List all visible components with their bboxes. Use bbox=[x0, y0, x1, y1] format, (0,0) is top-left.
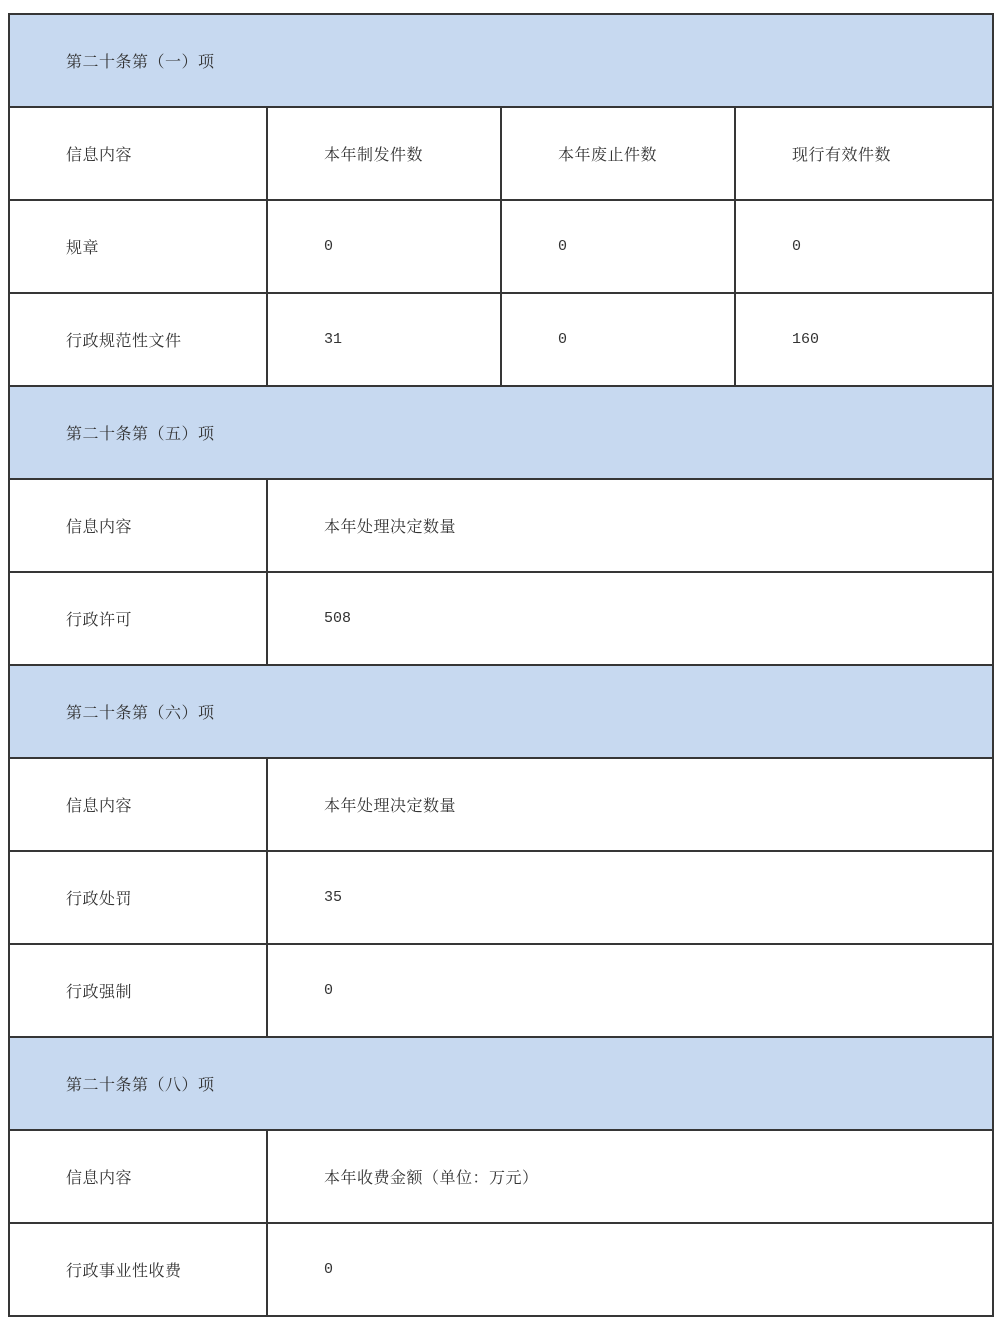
section-header-row bbox=[9, 386, 993, 479]
row-label: 行政事业性收费 bbox=[9, 1223, 267, 1316]
row-label: 行政处罚 bbox=[9, 851, 267, 944]
column-header-decisions-this-year: 本年处理决定数量 bbox=[267, 758, 993, 851]
table-row-regulations bbox=[9, 200, 993, 293]
table-row-administrative-penalty bbox=[9, 851, 993, 944]
cell-value: 0 bbox=[501, 293, 735, 386]
section-title: 第二十条第（八）项 bbox=[9, 1037, 993, 1130]
cell-value: 0 bbox=[267, 944, 993, 1037]
cell-value: 0 bbox=[735, 200, 993, 293]
column-header-decisions-this-year: 本年处理决定数量 bbox=[267, 479, 993, 572]
row-label: 规章 bbox=[9, 200, 267, 293]
disclosure-table bbox=[8, 13, 994, 1317]
table-row-administrative-licensing bbox=[9, 572, 993, 665]
cell-value: 0 bbox=[501, 200, 735, 293]
column-header-info-content: 信息内容 bbox=[9, 107, 267, 200]
section-title: 第二十条第（六）项 bbox=[9, 665, 993, 758]
table-row-administrative-coercion bbox=[9, 944, 993, 1037]
column-header-info-content: 信息内容 bbox=[9, 758, 267, 851]
column-header-row bbox=[9, 758, 993, 851]
row-label: 行政规范性文件 bbox=[9, 293, 267, 386]
section-header-row bbox=[9, 14, 993, 107]
column-header-info-content: 信息内容 bbox=[9, 1130, 267, 1223]
column-header-issued-this-year: 本年制发件数 bbox=[267, 107, 501, 200]
section-title: 第二十条第（一）项 bbox=[9, 14, 993, 107]
disclosure-table-container bbox=[8, 13, 994, 1317]
section-header-row bbox=[9, 665, 993, 758]
column-header-row bbox=[9, 1130, 993, 1223]
column-header-currently-effective: 现行有效件数 bbox=[735, 107, 993, 200]
table-row-normative-documents bbox=[9, 293, 993, 386]
row-label: 行政强制 bbox=[9, 944, 267, 1037]
row-label: 行政许可 bbox=[9, 572, 267, 665]
cell-value: 35 bbox=[267, 851, 993, 944]
section-title: 第二十条第（五）项 bbox=[9, 386, 993, 479]
cell-value: 508 bbox=[267, 572, 993, 665]
cell-value: 31 bbox=[267, 293, 501, 386]
column-header-fees-collected: 本年收费金额（单位：万元） bbox=[267, 1130, 993, 1223]
column-header-info-content: 信息内容 bbox=[9, 479, 267, 572]
section-header-row bbox=[9, 1037, 993, 1130]
table-row-administrative-fees bbox=[9, 1223, 993, 1316]
cell-value: 0 bbox=[267, 200, 501, 293]
cell-value: 160 bbox=[735, 293, 993, 386]
column-header-row bbox=[9, 479, 993, 572]
cell-value: 0 bbox=[267, 1223, 993, 1316]
column-header-row bbox=[9, 107, 993, 200]
column-header-repealed-this-year: 本年废止件数 bbox=[501, 107, 735, 200]
